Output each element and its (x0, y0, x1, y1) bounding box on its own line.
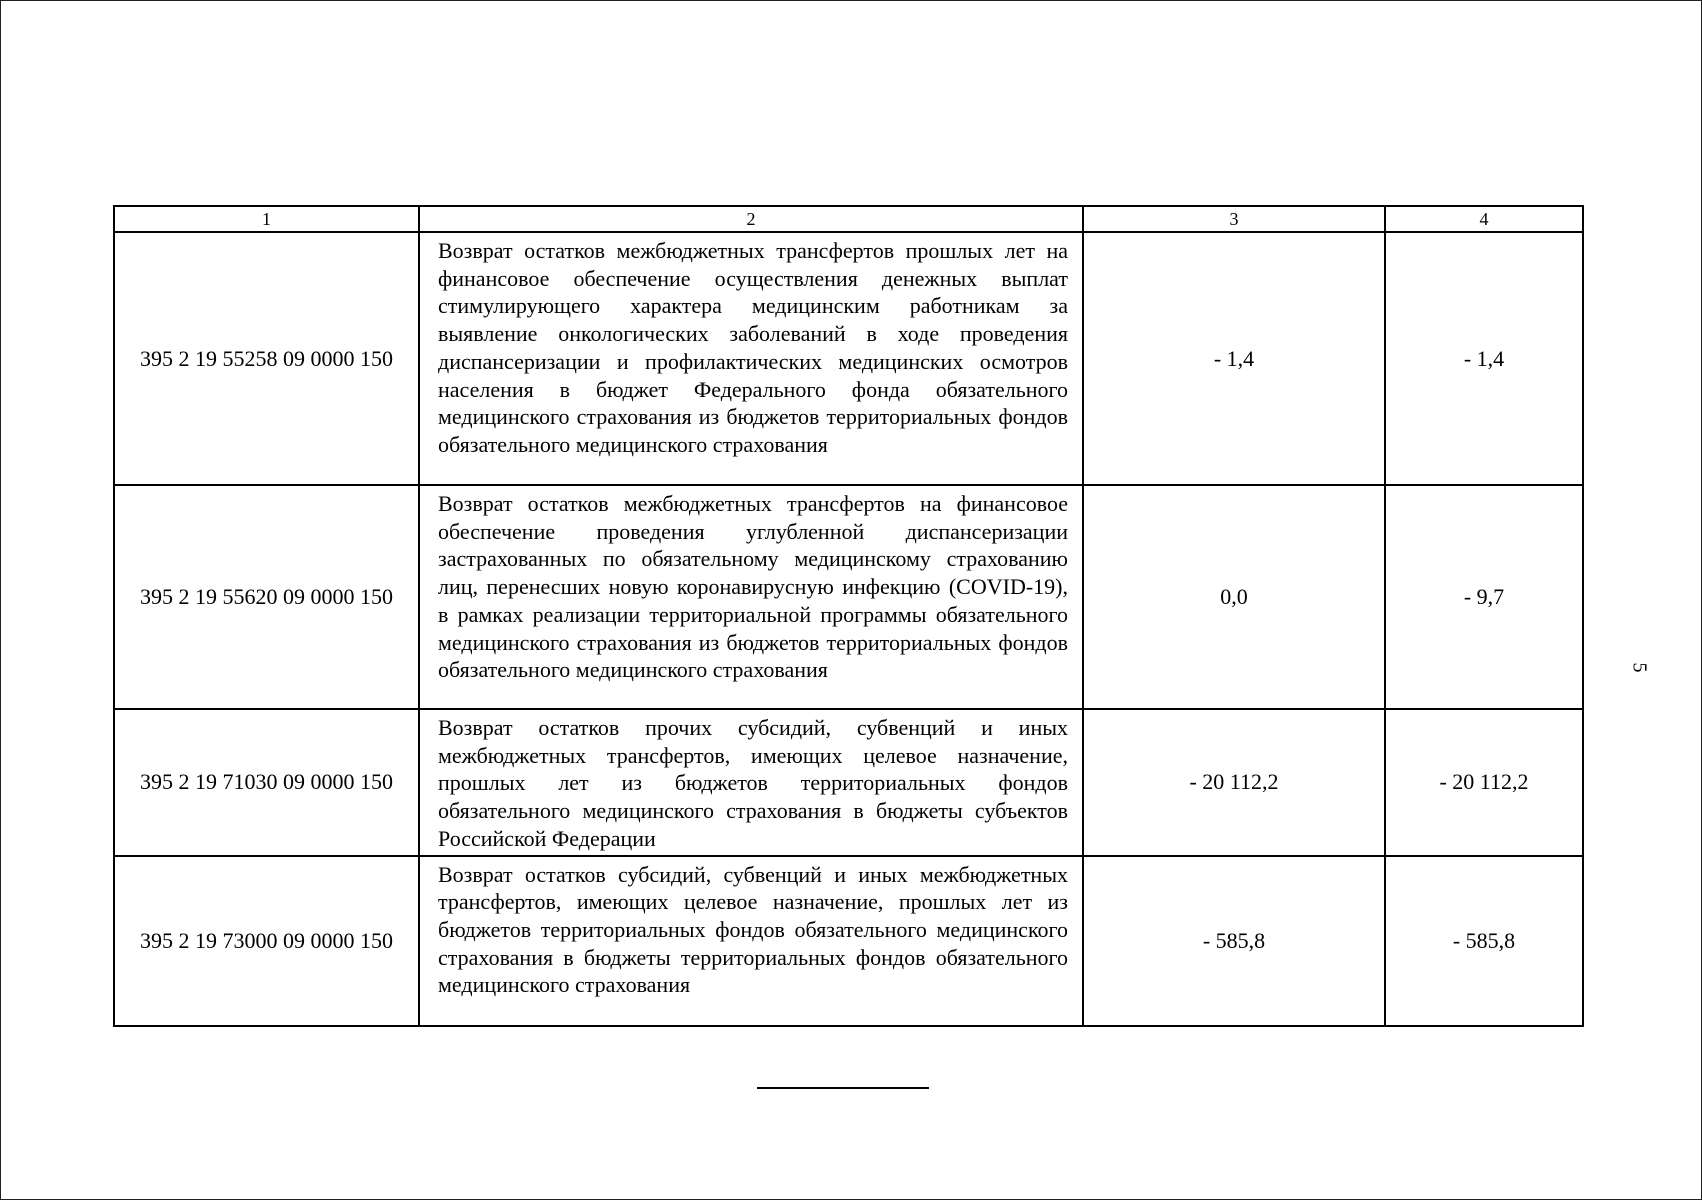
table-header-row (114, 206, 1583, 232)
value-col4: - 9,7 (1385, 485, 1583, 709)
table-row (114, 709, 1583, 856)
budget-table (113, 205, 1584, 1027)
value-col3: 0,0 (1083, 485, 1385, 709)
row-description: Возврат остатков субсидий, субвенций и иных межбюджетных трансфертов, имеющих целевое назначение, прошлых лет из бюджетов территориальных фондов обязательного медицинского страхования в бюджеты территориальных фондов обязательного медицинского страхования (419, 856, 1083, 1026)
column-header-2: 2 (419, 206, 1083, 232)
budget-code: 395 2 19 71030 09 0000 150 (114, 709, 419, 856)
row-description: Возврат остатков межбюджетных трансфертов на финансовое обеспечение проведения углубленной диспансеризации застрахованных по обязательному медицинскому страхованию лиц, перенесших новую коронавирусную инфекцию (COVID-19), в рамках реализации территориальной программы обязательного медицинского страхования из бюджетов территориальных фондов обязательного медицинского страхования (419, 485, 1083, 709)
row-description: Возврат остатков межбюджетных трансфертов прошлых лет на финансовое обеспечение осуществления денежных выплат стимулирующего характера медицинским работникам за выявление онкологических заболеваний в ходе проведения диспансеризации и профилактических медицинских осмотров населения в бюджет Федерального фонда обязательного медицинского страхования из бюджетов территориальных фондов обязательного медицинского страхования (419, 232, 1083, 485)
table-row (114, 856, 1583, 1026)
column-header-4: 4 (1385, 206, 1583, 232)
value-col4: - 585,8 (1385, 856, 1583, 1026)
value-col4: - 1,4 (1385, 232, 1583, 485)
column-header-1: 1 (114, 206, 419, 232)
value-col3: - 1,4 (1083, 232, 1385, 485)
budget-code: 395 2 19 55620 09 0000 150 (114, 485, 419, 709)
value-col3: - 20 112,2 (1083, 709, 1385, 856)
footer-rule (757, 1087, 929, 1089)
table-row (114, 232, 1583, 485)
page-number: 5 (1628, 662, 1651, 673)
value-col4: - 20 112,2 (1385, 709, 1583, 856)
column-header-3: 3 (1083, 206, 1385, 232)
row-description: Возврат остатков прочих субсидий, субвенций и иных межбюджетных трансфертов, имеющих целевое назначение, прошлых лет из бюджетов территориальных фондов обязательного медицинского страхования в бюджеты субъектов Российской Федерации (419, 709, 1083, 856)
budget-code: 395 2 19 55258 09 0000 150 (114, 232, 419, 485)
budget-code: 395 2 19 73000 09 0000 150 (114, 856, 419, 1026)
value-col3: - 585,8 (1083, 856, 1385, 1026)
table-row (114, 485, 1583, 709)
